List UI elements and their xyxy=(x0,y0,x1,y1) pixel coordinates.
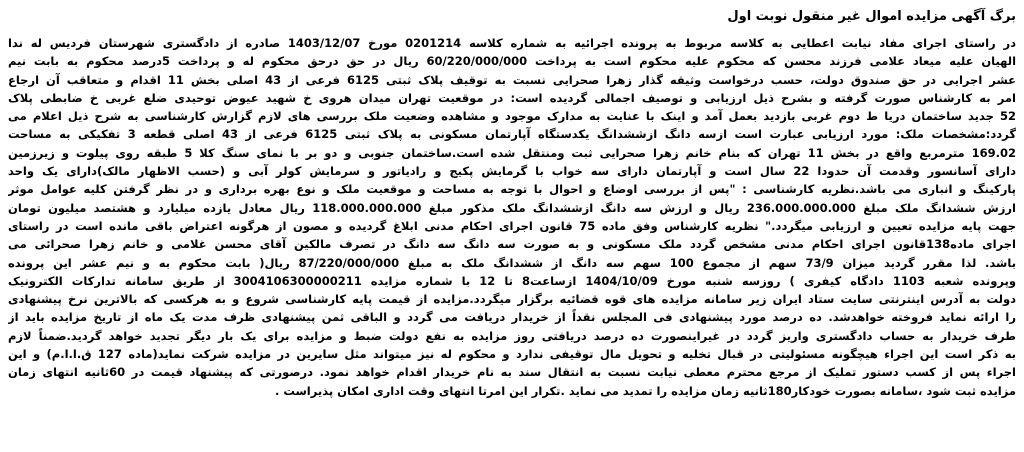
notice-line: دارای آسانسور وقدمت آن حدودا 22 سال است و آپارتمان دارای سه خواب با گرمایش پکیج و رادیاتور و سرمایش کولر آبی و (حسب الاظهار مالک)دارای یک واحد xyxy=(8,164,1016,179)
notice-line: 52 جدید ساختمان دریا ط دوم غربی بازدید بعمل آمد و اینک با عنایت به مدارک موجود و مشاهده وضعیت ملک بررسی های لازم گزارش کارشناسی به شرح ذیل اعلام می xyxy=(8,109,1016,124)
notice-line: جهت پایه مزایده تعیین و ارزیابی میگردد." نظریه کارشناس وفق ماده 75 قانون اجرای احکام مدنی ابلاغ گردیده و مصون از هرگونه اعتراض باقی مانده است در راستای xyxy=(8,218,1016,233)
notice-line: در راستای اجرای مفاد نیابت اعطایی به کلاسه مربوط به پرونده اجرائیه به شماره کلاسه 0201214 مورخ 1403/12/07 صادره از دادگستری شهرستان فردیس له ندا xyxy=(8,36,1016,50)
notice-line: پارکینگ و انباری می باشد.نظریه کارشناسی : "پس از بررسی اوضاع و احوال با توجه به مساحت و موقعیت ملک و نوع بهره برداری و در نظر گرفتن کلیه عوامل موثر xyxy=(8,182,1016,197)
notice-line: امر به کارشناس صورت گرفته و بشرح ذیل ارزیابی و توصیف اجمالی گردیده است: در موقعیت تهران میدان هروی خ شهید عیوض توحیدی ضلع غربی خ ضابطی پلاک xyxy=(8,90,1016,105)
notice-line: 169.02 مترمربع واقع در بخش 11 تهران که بنام خانم زهرا صحرایی ثبت ومنتقل شده است.ساختمان جنوبی و دو بر با نمای سنگ کلا 5 طبقه روی پیلوت و زیرزمین xyxy=(8,145,1016,160)
notice-line: را ارائه نماید فروخته خواهدشد. ده درصد مورد پیشنهادی فی المجلس نقداً از خریدار دریافت می گردد و الباقی ثمن پیشنهادی ظرف مدت یک ماه از تاریخ مزایده باید از xyxy=(8,310,1016,325)
notice-line: عشر اجرایی در حق صندوق دولت، حسب درخواست وثیقه گذار زهرا صحرایی نسبت به توقیف پلاک ثبتی 6125 فرعی از 43 اصلی بخش 11 اقدام و متعاقب آن ارجاع xyxy=(8,72,1016,87)
notice-line: به ذکر است این اجراء هیچگونه مسئولیتی در قبال تخلیه و تحویل مال توقیفی ندارد و محکوم له نیز میتواند مثل سایرین در مزایده شرکت نماید(ماده 127 ق.ا.ا.م) و این xyxy=(8,347,1016,362)
notice-line: اجراء پس از کسب دستور تملیک از مرجع محترم معطی نیابت نسبت به انتقال سند به نام خریدار اقدام خواهد نمود. درصورتی که پیشنهاد قیمت در 60ثانیه انتهای زمان xyxy=(8,365,1016,380)
notice-line: دولت به آدرس اینترنتی سایت ستاد ایران زیر سامانه مزایده های قوه قضائیه برگزار میگردد.مزایده از قیمت پایه کارشناسی شروع و به هرکسی که بالاترین نرخ پیشنهادی xyxy=(8,292,1016,307)
notice-line: مزایده ثبت شود ،سامانه بصورت خودکار180ثانیه زمان مزایده را تمدید می نماید .تکرار این امرتا انتهای وقت اداری امکان پذیراست . xyxy=(274,383,1016,398)
notice-line: وپرونده شعبه 1103 دادگاه کیفری ) روزسه شنبه مورخ 1404/10/09 ازساعت8 تا 12 با شماره مزایده 3004106300000211 از طریق سامانه تدارکات الکترونیک xyxy=(8,273,1016,288)
notice-body xyxy=(8,34,1016,400)
notice-line: اجرای ماده138قانون اجرای احکام مدنی مشخص گردد ملک مسکونی و به صورت سه دانگ سه دانگ در تصرف مالکین آقای محسن غلامی و خانم زهرا صحرائی می xyxy=(8,237,1016,252)
notice-line: الهیان علیه میعاد علامی فرزند محسن که محکوم علیه محکوم است به پرداخت 60/220/000/000 ریال در حق درحق محکوم له و پرداخت 5درصد محکوم به بابت نیم xyxy=(8,54,1016,69)
notice-line: طرف خریدار به حساب دادگستری واریز گردد در غیراینصورت ده درصد دریافتی روز مزایده به نفع دولت ضبط و مزایده برای یک بار دیگر تجدید خواهد گردید.ضمناً لازم xyxy=(8,328,1016,343)
notice-title: برگ آگهی مزایده اموال غیر منقول نوبت اول xyxy=(727,9,1016,24)
notice-line: ارزش ششدانگ ملک مبلغ 236.000.000.000 ریال و ارزش سه دانگ ازششدانگ ملک مذکور مبلغ 118.000.000.000 ریال معادل یازده میلیارد و هشتصد میلیون تومان xyxy=(8,200,1016,215)
notice-line: باشد. لذا مقرر گردید میزان 73/9 سهم از مجموع 100 سهم سه دانگ از ششدانگ ملک به مبلغ 87/220/000/000 ریال( بابت محکوم به و نیم عشر این پرونده xyxy=(8,255,1016,270)
notice-line: گردد:مشخصات ملک: مورد ارزیابی عبارت است ازسه دانگ ازششدانگ یکدستگاه آپارتمان مسکونی به پلاک ثبتی 6125 فرعی از 43 اصلی قطعه 3 تفکیکی به مساحت xyxy=(8,127,1016,142)
